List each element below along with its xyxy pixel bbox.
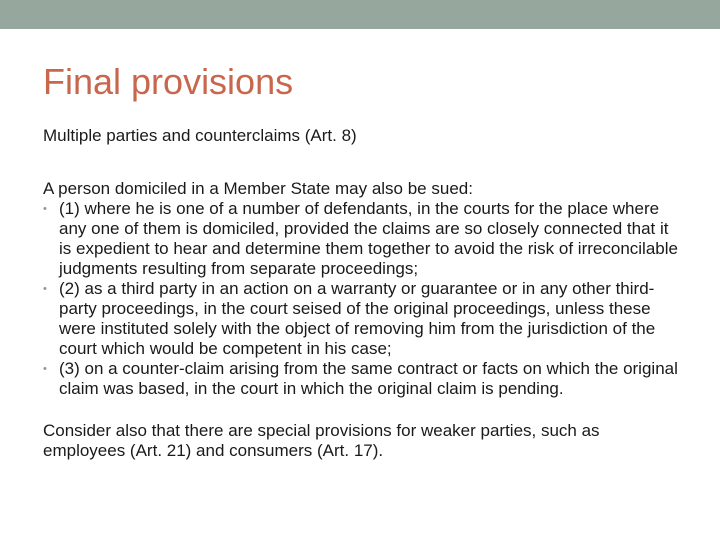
slide-subtitle: Multiple parties and counterclaims (Art. 8) xyxy=(43,126,357,145)
top-accent-bar xyxy=(0,0,720,29)
bullet-icon: • xyxy=(43,203,47,215)
list-item-text: (2) as a third party in an action on a warranty or guarantee or in any other third-party proceedings, in the court seised of the original proceedings, unless these were instituted solely with the object of removing him from the jurisdiction of the court which would be competent in his case; xyxy=(59,279,656,358)
bullet-icon: • xyxy=(43,363,47,375)
bullet-icon: • xyxy=(43,283,47,295)
list-item-text: (1) where he is one of a number of defendants, in the courts for the place where any one of them is domiciled, provided the claims are so closely connected that it is expedient to hear and determine them together to avoid the risk of irreconcilable judgments resulting from separate proceedings; xyxy=(59,199,678,278)
slide-title: Final provisions xyxy=(43,61,294,102)
provisions-list xyxy=(43,199,683,399)
slide-body xyxy=(43,126,683,461)
closing-note: Consider also that there are special provisions for weaker parties, such as employees (Art. 21) and consumers (Art. 17). xyxy=(43,421,600,460)
list-item xyxy=(43,199,683,279)
list-item-text: (3) on a counter-claim arising from the same contract or facts on which the original claim was based, in the court in which the original claim is pending. xyxy=(59,359,678,398)
list-item xyxy=(43,359,683,399)
intro-text: A person domiciled in a Member State may also be sued: xyxy=(43,179,473,198)
list-item xyxy=(43,279,683,359)
